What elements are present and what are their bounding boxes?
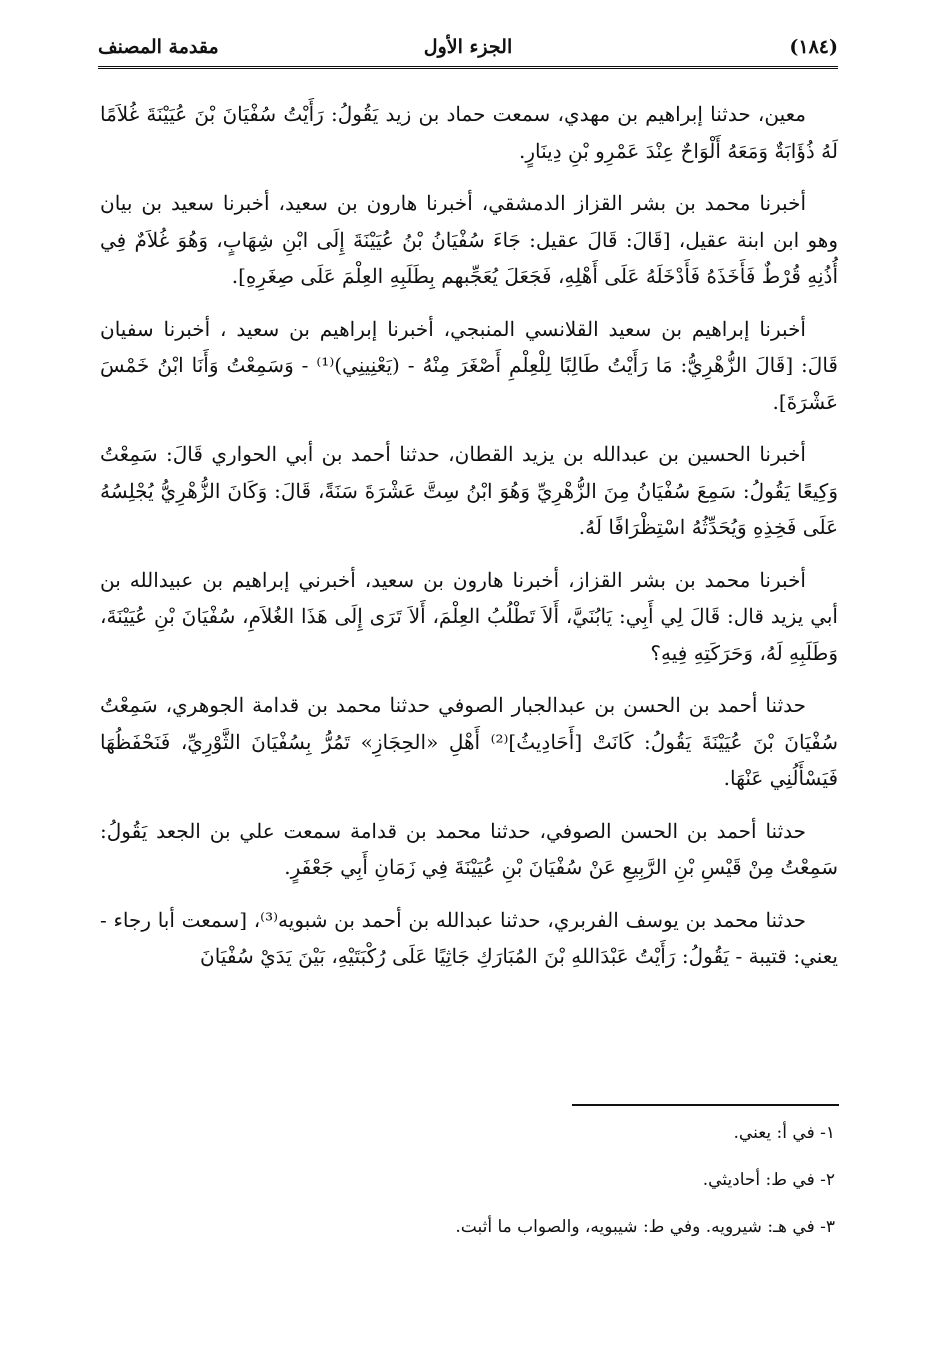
page-number: (١٨٤) bbox=[789, 36, 838, 58]
paragraph: أخبرنا محمد بن بشر القزاز، أخبرنا هارون بن سعيد، أخبرني إبراهيم بن عبيدالله بن أبي يزيد قال: قَالَ لِي أَبِي: يَابُنَيَّ، أَلاَ تَطْلُبُ العِلْمَ، أَلاَ تَرَى إِلَى هَذَا الغُلاَمِ، سُفْيَانَ بْنِ عُيَيْنَةَ، وَطَلَبِهِ لَهُ، وَحَرَكَتِهِ فِيهِ؟ bbox=[100, 567, 838, 665]
paragraph: أخبرنا الحسين بن عبدالله بن يزيد القطان، حدثنا أحمد بن أبي الحواري قَالَ: سَمِعْتُ وَكِيعًا يَقُولُ: سَمِعَ سُفْيَانُ مِنَ الزُّهْرِيِّ وَهُوَ ابْنُ سِتَّ عَشْرَةَ سَنَةً، قَالَ: وَكَانَ الزُّهْرِيُّ يُجْلِسُهُ عَلَى فَخِذِهِ وَيُحَدِّثُهُ اسْتِظْرَافًا لَهُ. bbox=[100, 442, 838, 539]
paragraph: أخبرنا محمد بن بشر القزاز الدمشقي، أخبرنا هارون بن سعيد، أخبرنا سعيد بن بيان وهو ابن ابنة عقيل، [قَالَ: قَالَ عقيل: جَاءَ سُفْيَانُ بْنُ عُيَيْنَةَ إِلَى ابْنِ شِهَابٍ، وَهُوَ غُلاَمٌ فِي أُذُنِهِ قُرْطٌ فَأَخَذَهُ فَأَدْخَلَهُ عَلَى أَهْلِهِ، فَجَعَلَ يُعَجِّبهم بِطَلَبِهِ العِلْمَ عَلَى صِغَرِهِ]. bbox=[100, 191, 838, 288]
footnotes bbox=[100, 1120, 835, 1261]
footnote-divider bbox=[572, 1104, 839, 1106]
footnote-2: ٢- في ط: أحاديثي. bbox=[702, 1170, 835, 1190]
footnote-3: ٣- في هـ: شيرويه. وفي ط: شيبويه، والصواب ما أثبت. bbox=[455, 1217, 835, 1237]
main-text bbox=[100, 96, 838, 991]
section-title: مقدمة المصنف bbox=[98, 36, 219, 58]
paragraph: أخبرنا إبراهيم بن سعيد القلانسي المنبجي، أخبرنا إبراهيم بن سعيد ، أخبرنا سفيان قَالَ: [قَالَ الزُّهْرِيُّ: مَا رَأَيْتُ طَالِبًا لِلْعِلْمِ أَصْغَرَ مِنْهُ - (يَعْنِينِي)⁽¹⁾ - وَسَمِعْتُ وَأَنَا ابْنُ خَمْسَ عَشْرَةَ]. bbox=[100, 316, 838, 414]
paragraph: حدثنا أحمد بن الحسن الصوفي، حدثنا محمد بن قدامة سمعت علي بن الجعد يَقُولُ: سَمِعْتُ مِنْ قَيْسِ بْنِ الرَّبِيعِ عَنْ سُفْيَانَ بْنِ عُيَيْنَةَ فِي زَمَانِ أَبِي جَعْفَرٍ. bbox=[100, 818, 838, 879]
footnote-1: ١- في أ: يعني. bbox=[733, 1123, 835, 1143]
paragraph: معين، حدثنا إبراهيم بن مهدي، سمعت حماد بن زيد يَقُولُ: رَأَيْتُ سُفْيَانَ بْنَ عُيَيْنَةَ غُلاَمًا لَهُ ذُؤَابَةٌ وَمَعَهُ أَلْوَاحٌ عِنْدَ عَمْرِو بْنِ دِينَارٍ. bbox=[100, 102, 838, 163]
paragraph: حدثنا أحمد بن الحسن بن عبدالجبار الصوفي حدثنا محمد بن قدامة الجوهري، سَمِعْتُ سُفْيَانَ بْنَ عُيَيْنَةَ يَقُولُ: كَانَتْ [أَحَادِيثُ]⁽²⁾ أَهْلِ «الحِجَازِ» تَمُرُّ بِسُفْيَانَ الثَّوْرِيِّ، فَنَحْفَظُهَا فَيَسْأَلُنِي عَنْهَا. bbox=[100, 693, 838, 790]
part-title: الجزء الأول bbox=[423, 36, 513, 58]
header-divider bbox=[98, 66, 838, 69]
page-header bbox=[98, 30, 838, 68]
paragraph: حدثنا محمد بن يوسف الفربري، حدثنا عبدالله بن أحمد بن شبويه⁽³⁾، [سمعت أبا رجاء - يعني: قتيبة - يَقُولُ: رَأَيْتُ عَبْدَاللهِ بْنَ المُبَارَكِ جَاثِيًا عَلَى رُكْبَتَيْهِ، بَيْنَ يَدَيْ سُفْيَانَ bbox=[100, 907, 838, 968]
